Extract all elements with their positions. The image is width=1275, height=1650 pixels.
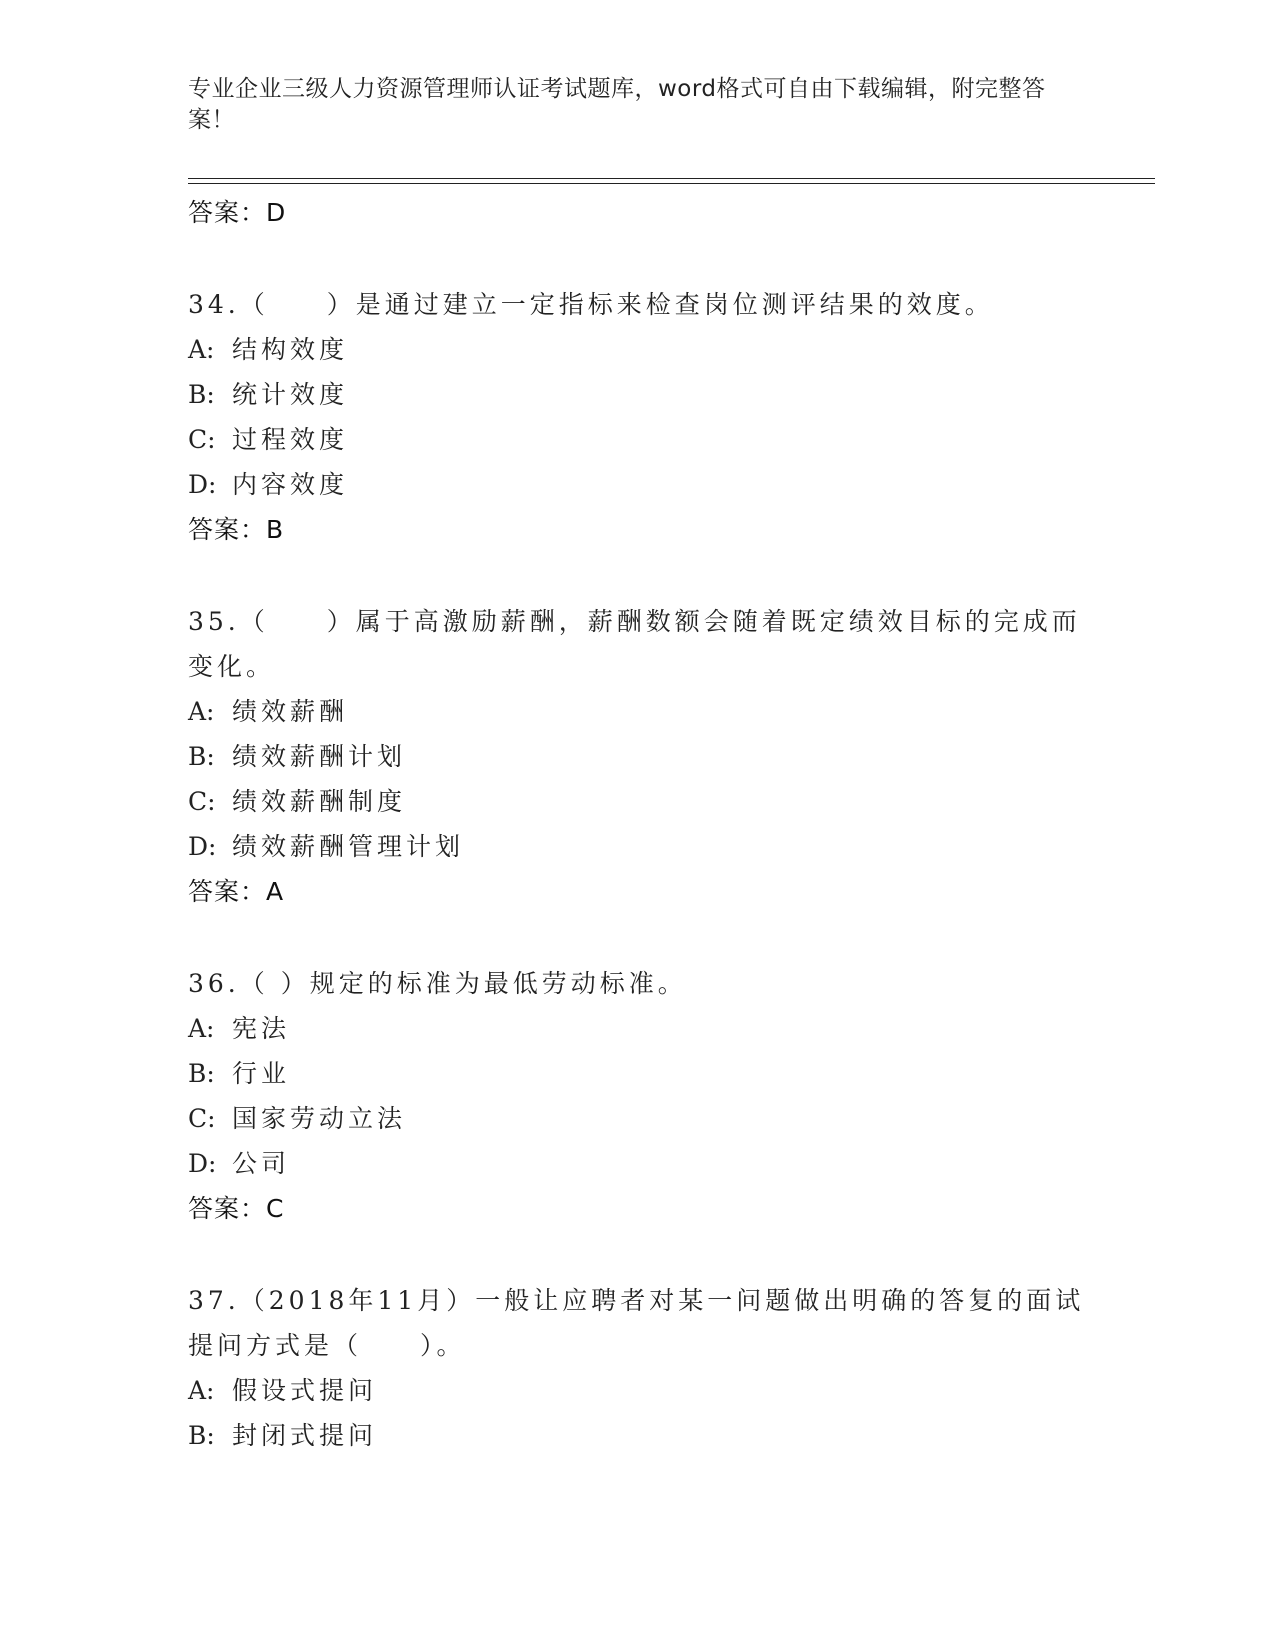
option-item: [188, 1051, 1088, 1096]
option-text: 绩效薪酬制度: [232, 787, 407, 816]
option-letter: B:: [188, 742, 215, 771]
option-letter: A:: [188, 697, 215, 726]
option-text: 国家劳动立法: [232, 1104, 407, 1133]
option-letter: C:: [188, 425, 216, 454]
question-list: [188, 190, 1088, 1458]
option-item: [188, 779, 1088, 824]
answer-line: 答案：B: [188, 515, 285, 544]
option-letter: D:: [188, 832, 217, 861]
header-divider-top: [188, 178, 1155, 179]
answer-line: 答案：A: [188, 877, 285, 906]
option-letter: D:: [188, 1149, 217, 1178]
option-item: [188, 1096, 1088, 1141]
option-text: 宪法: [232, 1014, 291, 1043]
option-text: 绩效薪酬: [232, 697, 349, 726]
header-divider-bottom: [188, 183, 1155, 184]
option-item: [188, 824, 1088, 869]
option-text: 封闭式提问: [232, 1421, 378, 1450]
option-item: [188, 327, 1088, 372]
option-text: 结构效度: [232, 335, 349, 364]
option-item: [188, 1006, 1088, 1051]
question-stem: 36.（ ）规定的标准为最低劳动标准。: [188, 969, 687, 998]
question-stem: 34.（ ）是通过建立一定指标来检查岗位测评结果的效度。: [188, 290, 994, 319]
option-text: 绩效薪酬管理计划: [232, 832, 465, 861]
option-text: 内容效度: [232, 470, 349, 499]
option-item: [188, 734, 1088, 779]
option-letter: B:: [188, 380, 215, 409]
option-letter: C:: [188, 787, 216, 816]
option-text: 公司: [232, 1149, 291, 1178]
option-text: 行业: [232, 1059, 291, 1088]
answer-line: 答案：C: [188, 1194, 285, 1223]
option-letter: C:: [188, 1104, 216, 1133]
option-item: [188, 417, 1088, 462]
option-text: 假设式提问: [232, 1376, 378, 1405]
option-letter: A:: [188, 1376, 215, 1405]
option-item: [188, 1368, 1088, 1413]
option-item: [188, 1413, 1088, 1458]
option-text: 绩效薪酬计划: [232, 742, 407, 771]
question-stem: 37.（2018年11月）一般让应聘者对某一问题做出明确的答复的面试提问方式是（ ）。: [188, 1286, 1085, 1360]
option-item: [188, 372, 1088, 417]
option-item: [188, 1141, 1088, 1186]
answer-line: 答案：D: [188, 198, 287, 227]
option-letter: B:: [188, 1421, 215, 1450]
option-text: 统计效度: [232, 380, 349, 409]
option-item: [188, 462, 1088, 507]
option-letter: B:: [188, 1059, 215, 1088]
option-letter: A:: [188, 335, 215, 364]
option-text: 过程效度: [232, 425, 349, 454]
option-item: [188, 689, 1088, 734]
option-letter: A:: [188, 1014, 215, 1043]
question-stem: 35.（ ）属于高激励薪酬，薪酬数额会随着既定绩效目标的完成而变化。: [188, 607, 1081, 681]
page-header-text: 专业企业三级人力资源管理师认证考试题库，word格式可自由下载编辑，附完整答案！: [188, 76, 1046, 133]
option-letter: D:: [188, 470, 217, 499]
